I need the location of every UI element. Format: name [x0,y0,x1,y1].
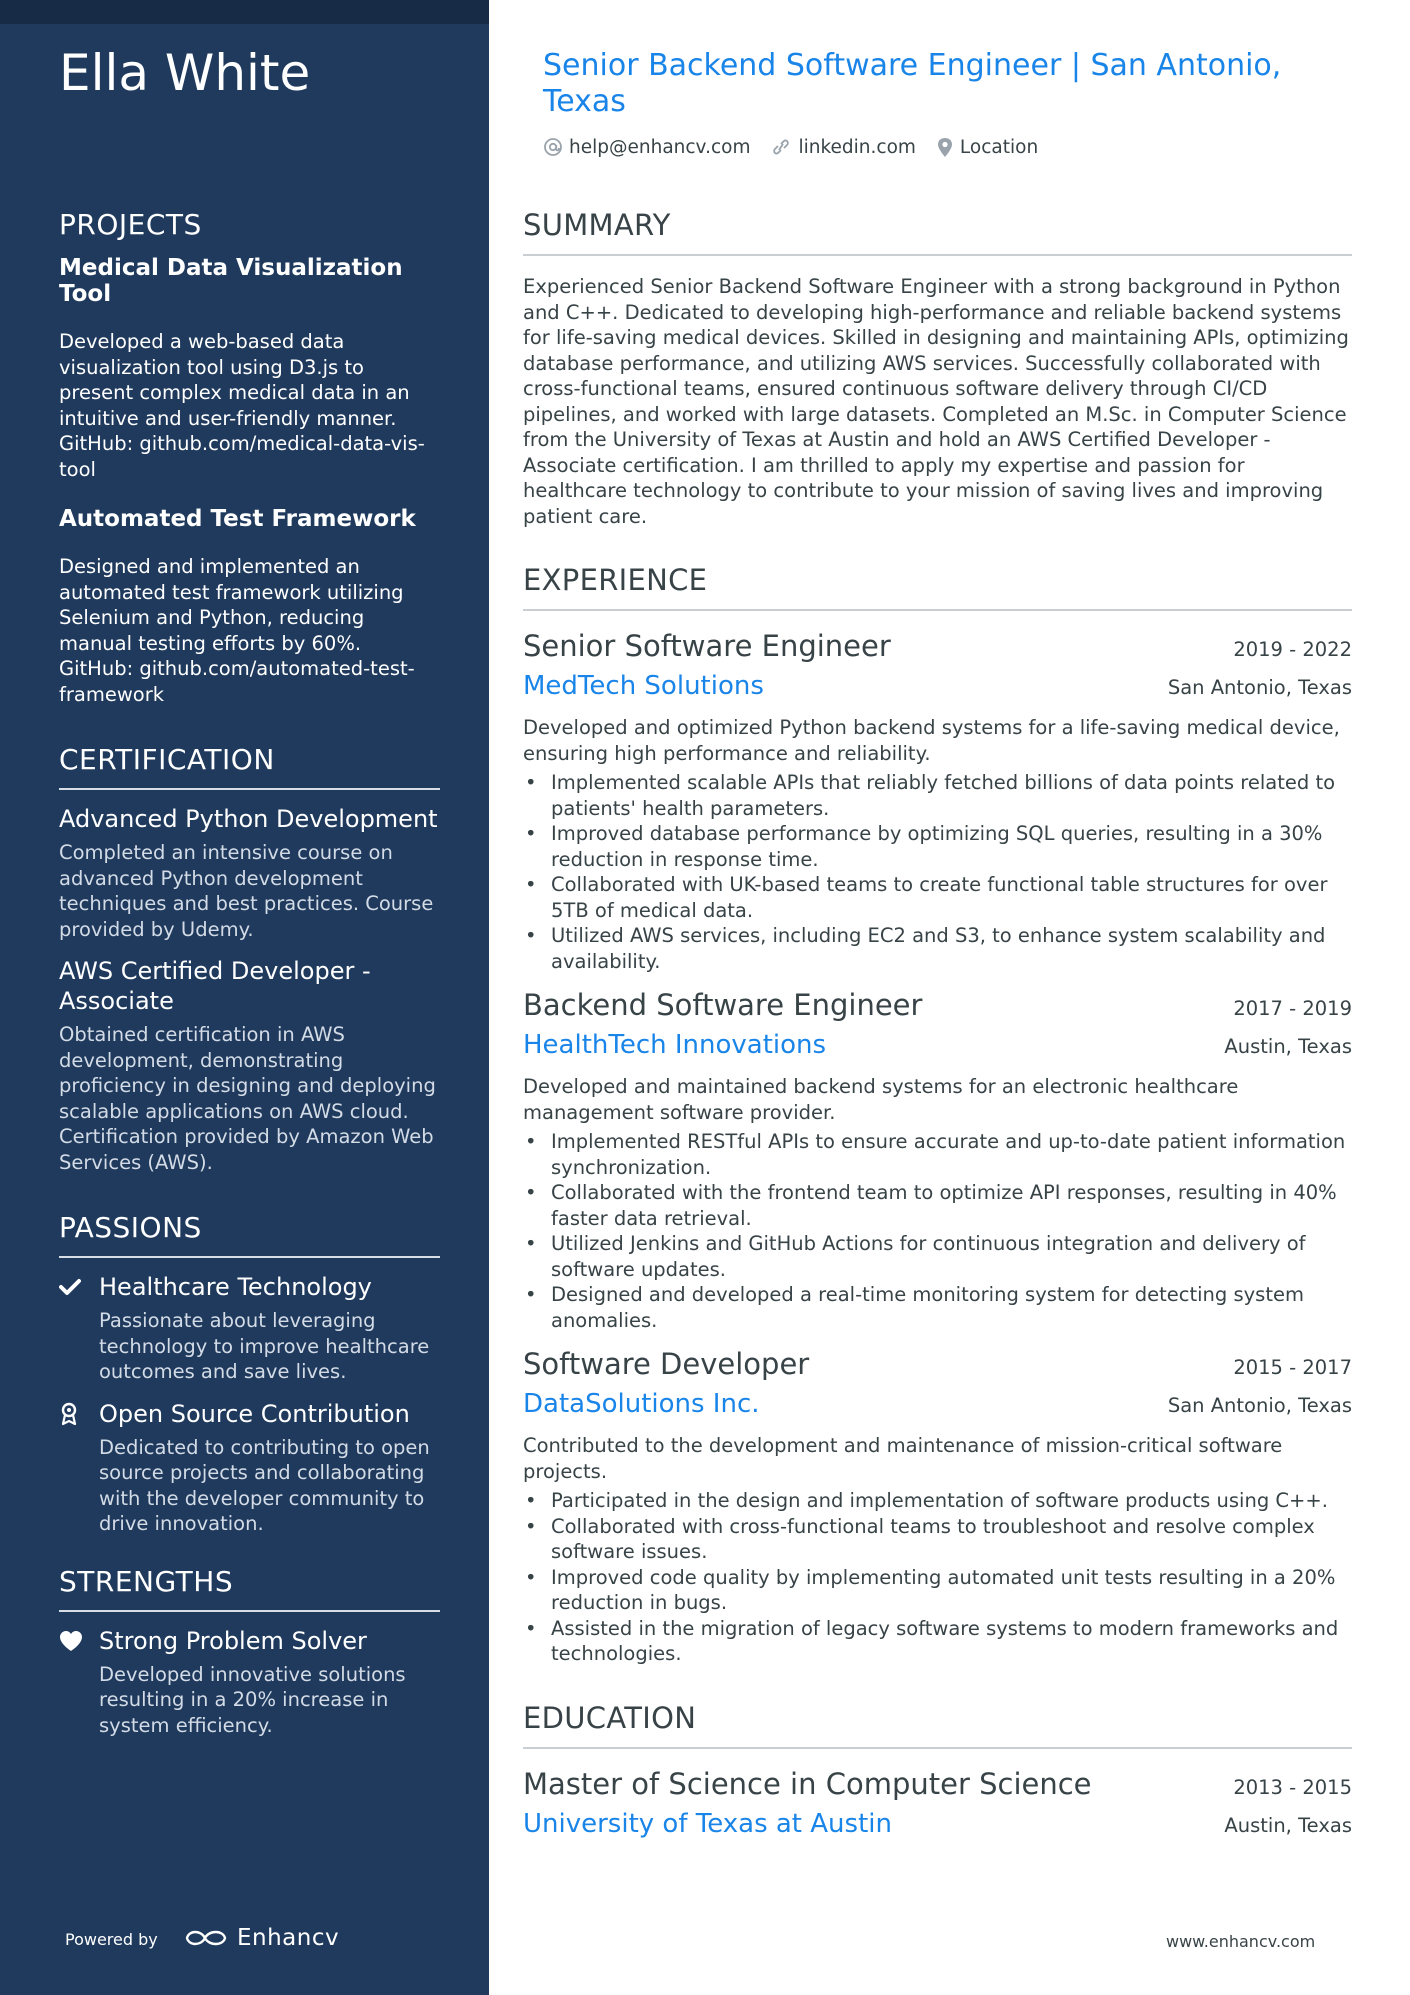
footer-url[interactable]: www.enhancv.com [1166,1932,1316,1951]
job-dates: 2017 - 2019 [1233,997,1352,1020]
experience-entry [523,988,1352,1333]
cert-desc: Completed an intensive course on advanced Python development techniques and best practices. Course provided by Udemy. [59,841,434,941]
education-location: Austin, Texas [1224,1813,1352,1837]
project-title: Medical Data Visualization Tool [59,255,403,307]
degree: Master of Science in Computer Science [523,1766,1092,1801]
passion-desc: Passionate about leveraging technology to improve healthcare outcomes and save lives. [99,1309,430,1383]
strength-title: Strong Problem Solver [99,1626,367,1655]
job-location: San Antonio, Texas [1167,676,1352,699]
certification-section [59,743,440,1175]
projects-section [59,208,440,707]
job-desc: Contributed to the development and maintenance of mission-critical software projects. [523,1434,1283,1483]
project-title: Automated Test Framework [59,506,416,532]
location-text: Location [959,136,1039,158]
job-desc: Developed and maintained backend systems for an electronic healthcare management software provider. [523,1075,1239,1124]
job-bullets [523,1488,1352,1667]
passion-title: Healthcare Technology [99,1273,372,1301]
job-bullet: • Designed and developed a real-time monitoring system for detecting system anomalies. [523,1282,1352,1333]
passion-title: Open Source Contribution [99,1399,410,1428]
candidate-name: Ella White [59,44,311,102]
job-desc: Developed and optimized Python backend systems for a life-saving medical device, ensuring high performance and reliability. [523,716,1340,765]
job-bullet: • Utilized Jenkins and GitHub Actions for continuous integration and delivery of software updates. [523,1231,1352,1282]
job-bullet: • Improved code quality by implementing automated unit tests resulting in a 20% reduction in bugs. [523,1565,1352,1616]
school: University of Texas at Austin [523,1808,892,1839]
headline: Senior Backend Software Engineer | San Antonio, Texas [543,48,1282,119]
job-bullets [523,1129,1352,1333]
passions-title: PASSIONS [59,1211,440,1258]
summary-title: SUMMARY [523,208,1352,256]
summary-text: Experienced Senior Backend Software Engineer with a strong background in Python and C++. Dedicated to developing high-performance and reliable backend systems for life-saving medical devices. Skilled in designing and maintaining APIs, optimizing database performance, and utilizing AWS services. Successfully collaborated with cross-functional teams, ensured continuous software delivery through CI/CD pipelines, and worked with large datasets. Completed an M.Sc. in Computer Science from the University of Texas at Austin and hold an AWS Certified Developer - Associate certification. I am thrilled to apply my expertise and passion for healthcare technology to contribute to your mission of saving lives and improving patient care. [523,275,1349,528]
linkedin-contact[interactable] [770,137,915,158]
job-dates: 2019 - 2022 [1233,638,1352,661]
sidebar-content [59,208,440,1752]
award-icon [59,1399,99,1429]
experience-entry [523,1347,1352,1667]
certification-title: CERTIFICATION [59,743,440,790]
job-bullet: • Improved database performance by optimizing SQL queries, resulting in a 30% reduction in response time. [523,821,1352,872]
passion-desc: Dedicated to contributing to open source projects and collaborating with the developer community to drive innovation. [99,1435,430,1535]
passion-item [59,1272,440,1302]
email-text: help@enhancv.com [569,136,751,158]
job-bullet: • Utilized AWS services, including EC2 and S3, to enhance system scalability and availability. [523,923,1352,974]
job-bullet: • Participated in the design and implementation of software products using C++. [523,1488,1352,1514]
experience-section [523,563,1352,1667]
summary-section [523,208,1352,529]
job-location: Austin, Texas [1224,1035,1352,1058]
experience-title: EXPERIENCE [523,563,1352,611]
enhancv-logo-text: Enhancv [237,1925,340,1951]
job-company: HealthTech Innovations [523,1030,827,1060]
cert-title: Advanced Python Development [59,805,438,833]
job-role: Software Developer [523,1347,810,1381]
job-bullet: • Collaborated with UK-based teams to create functional table structures for over 5TB of medical data. [523,872,1352,923]
job-bullet: • Assisted in the migration of legacy software systems to modern frameworks and technologies. [523,1616,1352,1667]
education-section [523,1701,1352,1839]
enhancv-logo[interactable] [183,1925,339,1951]
contact-bar [543,136,1058,158]
project-desc: Developed a web-based data visualization tool using D3.js to present complex medical data in an intuitive and user-friendly manner. GitHub: github.com/medical-data-vis-tool [59,330,425,481]
education-entry [523,1767,1352,1839]
experience-entry [523,629,1352,974]
job-company: MedTech Solutions [523,671,764,701]
education-dates: 2013 - 2015 [1233,1775,1352,1799]
job-bullet: • Implemented scalable APIs that reliably fetched billions of data points related to patients' health parameters. [523,770,1352,821]
project-desc: Designed and implemented an automated test framework utilizing Selenium and Python, reducing manual testing efforts by 60%. GitHub: github.com/automated-test-framework [59,555,415,706]
passion-item [59,1399,440,1429]
location-contact [936,136,1038,158]
job-location: San Antonio, Texas [1167,1394,1352,1417]
job-bullet: • Implemented RESTful APIs to ensure accurate and up-to-date patient information synchronization. [523,1129,1352,1180]
enhancv-logo-icon [183,1926,229,1950]
heart-icon [59,1626,99,1656]
linkedin-text: linkedin.com [798,136,916,158]
education-title: EDUCATION [523,1701,1352,1749]
link-icon [770,137,792,157]
powered-by-label: Powered by [65,1930,158,1949]
strengths-section [59,1565,440,1739]
passions-section [59,1211,440,1537]
cert-title: AWS Certified Developer - Associate [59,957,371,1015]
strength-desc: Developed innovative solutions resulting in a 20% increase in system efficiency. [99,1662,406,1737]
location-pin-icon [936,136,954,158]
strength-item [59,1626,440,1656]
job-bullet: • Collaborated with the frontend team to optimize API responses, resulting in 40% faster data retrieval. [523,1180,1352,1231]
main-content [523,208,1352,1839]
sidebar-top-bar [0,0,489,24]
job-bullet: • Collaborated with cross-functional teams to troubleshoot and resolve complex software issues. [523,1514,1352,1565]
job-role: Backend Software Engineer [523,988,923,1022]
job-company: DataSolutions Inc. [523,1389,760,1419]
at-icon [543,137,563,157]
check-icon [59,1272,99,1302]
strengths-title: STRENGTHS [59,1565,440,1612]
projects-title: PROJECTS [59,208,202,241]
job-dates: 2015 - 2017 [1233,1356,1352,1379]
email-contact[interactable] [543,137,750,158]
job-role: Senior Software Engineer [523,629,891,663]
cert-desc: Obtained certification in AWS development, demonstrating proficiency in designing and deploying scalable applications on AWS cloud. Certification provided by Amazon Web Services (AWS). [59,1023,436,1174]
job-bullets [523,770,1352,974]
